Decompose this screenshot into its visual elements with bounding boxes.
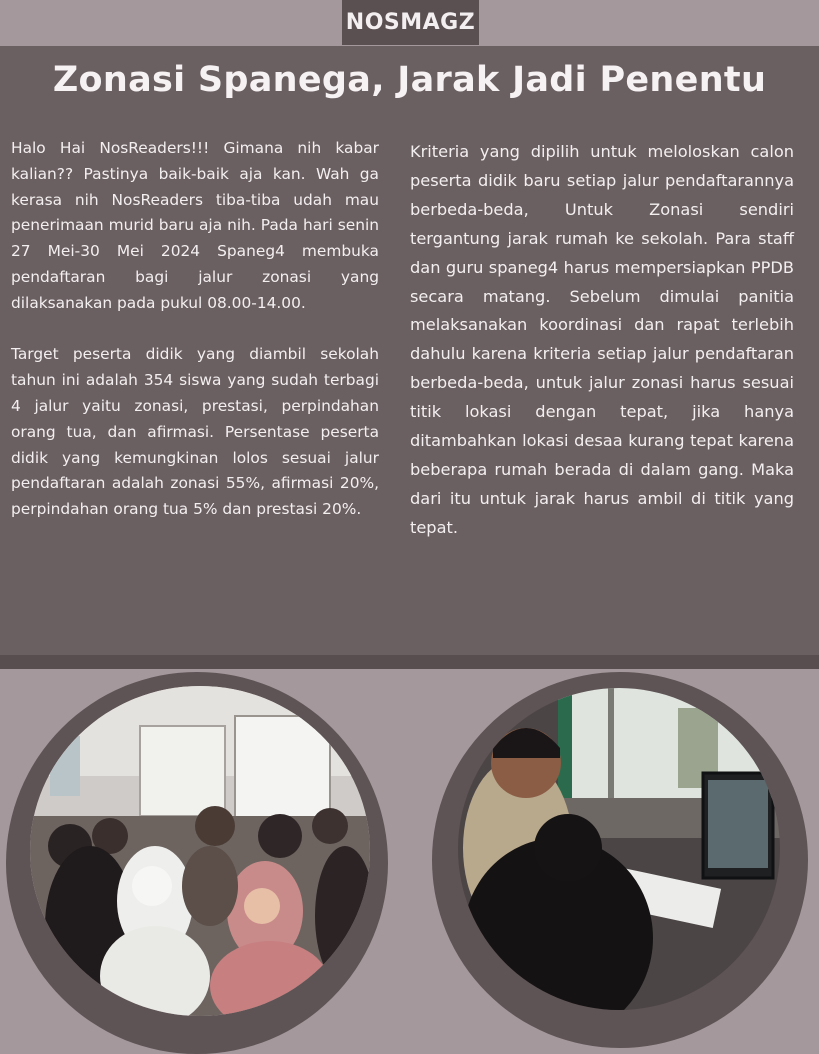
photo-staff-computer: [458, 688, 780, 1010]
photo-registration-crowd: [30, 686, 370, 1016]
paragraph: Kriteria yang dipilih untuk meloloskan calon peserta didik baru setiap jalur pendaftarannya berbeda-beda, Untuk Zonasi sendiri tergantung jarak rumah ke sekolah. Para staff dan guru spaneg4 harus mempersiapkan PPDB secara matang. Sebelum dimulai panitia melaksanakan koordinasi dan rapat terlebih dahulu karena kriteria setiap jalur pendaftaran berbeda-beda, untuk jalur zonasi harus sesuai titik lokasi dengan tepat, jika hanya ditambahkan lokasi desaa kurang tepat karena beberapa rumah berada di dalam gang. Maka dari itu untuk jarak harus ambil di titik yang tepat.: [410, 142, 794, 537]
paragraph: Target peserta didik yang diambil sekolah tahun ini adalah 354 siswa yang sudah terbagi 4 jalur yaitu zonasi, prestasi, perpindahan orang tua, dan afirmasi. Persentase peserta didik yang kemungkinan lolos sesuai jalur pendaftaran adalah zonasi 55%, afirmasi 20%, perpindahan orang tua 5% dan prestasi 20%.: [11, 345, 379, 519]
article-column-right: [410, 138, 794, 543]
divider-band: [0, 655, 819, 669]
page-title: Zonasi Spanega, Jarak Jadi Penentu: [52, 60, 767, 100]
paragraph: Halo Hai NosReaders!!! Gimana nih kabar kalian?? Pastinya baik-baik aja kan. Wah ga kerasa nih NosReaders tiba-tiba udah mau penerimaan murid baru aja nih. Pada hari senin 27 Mei-30 Mei 2024 Spaneg4 membuka pendaftaran bagi jalur zonasi yang dilaksanakan pada pukul 08.00-14.00.: [11, 139, 379, 312]
article-column-left: [11, 136, 379, 523]
brand-logo: [342, 0, 479, 45]
brand-name: NOSMAGZ: [345, 9, 476, 35]
